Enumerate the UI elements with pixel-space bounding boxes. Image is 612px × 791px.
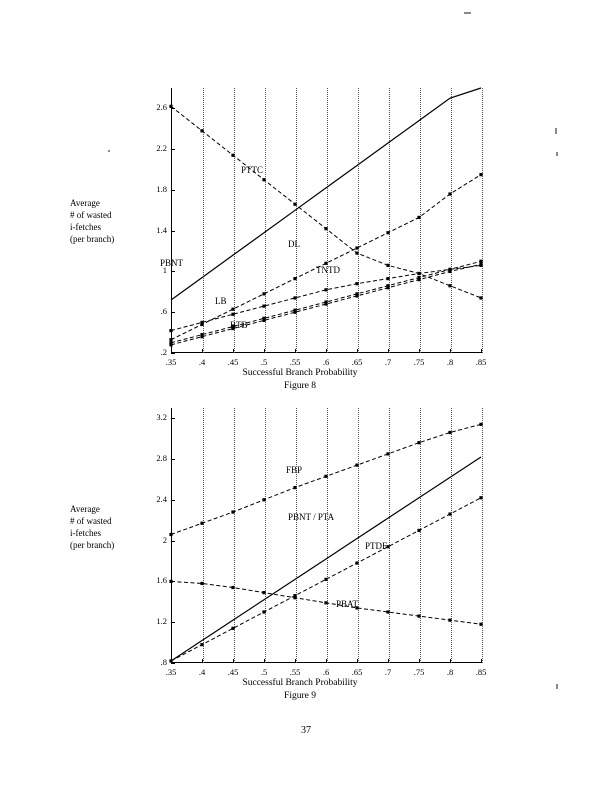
series-marker (262, 319, 265, 322)
x-tick-mark (388, 659, 389, 663)
series-marker (293, 296, 296, 299)
series-marker (448, 431, 451, 434)
y-tick-mark (171, 190, 175, 191)
figure-8-label-pbnt: PBNT (160, 258, 184, 268)
series-marker (293, 486, 296, 489)
series-marker (386, 452, 389, 455)
scan-speck (556, 152, 558, 156)
series-line-dl (171, 175, 481, 340)
series-marker (386, 286, 389, 289)
series-marker (355, 561, 358, 564)
figure-9-series-layer (171, 408, 481, 663)
series-marker (417, 441, 420, 444)
y-tick-mark (171, 500, 175, 501)
series-marker (355, 246, 358, 249)
series-marker (262, 610, 265, 613)
y-label-line-1: Average (70, 198, 100, 208)
series-marker (262, 292, 265, 295)
figure-8-label-dl: DL (288, 239, 300, 249)
figure-9 (60, 400, 540, 720)
y-tick-mark (171, 581, 175, 582)
series-marker (262, 591, 265, 594)
series-marker (169, 343, 172, 346)
figure-8-x-axis-title: Successful Branch Probability (242, 368, 358, 378)
y-tick-label: 3.2 (156, 412, 167, 423)
x-tick-mark (450, 349, 451, 353)
series-marker (448, 512, 451, 515)
x-tick-mark (264, 659, 265, 663)
series-marker (448, 192, 451, 195)
figure-8-label-tntd: TNTD (316, 265, 340, 275)
series-marker (479, 173, 482, 176)
y-label-line-2: # of wasted (70, 516, 112, 526)
x-tick-label: .85 (475, 357, 487, 367)
series-marker (386, 231, 389, 234)
series-marker (169, 533, 172, 536)
x-tick-mark (202, 349, 203, 353)
series-marker (448, 619, 451, 622)
series-marker (262, 178, 265, 181)
y-tick-label: .2 (160, 347, 167, 357)
figure-9-y-axis-label (70, 503, 150, 551)
series-marker (262, 498, 265, 501)
series-marker (355, 252, 358, 255)
series-marker (355, 282, 358, 285)
series-marker (417, 216, 420, 219)
series-marker (324, 302, 327, 305)
y-tick-mark (171, 541, 175, 542)
x-tick-label: .5 (260, 667, 268, 677)
y-tick-label: 2.8 (156, 453, 167, 463)
series-marker (324, 475, 327, 478)
x-tick-label: .75 (413, 667, 425, 677)
series-marker (293, 203, 296, 206)
figure-8-label-lb: LB (215, 296, 227, 306)
series-marker (448, 284, 451, 287)
series-marker (324, 601, 327, 604)
scan-speck (464, 12, 471, 14)
x-tick-label: .8 (446, 357, 454, 367)
x-tick-label: .6 (322, 357, 330, 367)
x-tick-label: .65 (351, 667, 363, 677)
series-marker (417, 272, 420, 275)
x-tick-label: .6 (322, 667, 330, 677)
series-marker (448, 270, 451, 273)
series-marker (386, 277, 389, 280)
x-tick-mark (481, 659, 482, 663)
x-tick-mark (295, 659, 296, 663)
y-tick-mark (171, 459, 175, 460)
y-tick-mark (171, 663, 175, 664)
x-tick-label: .7 (384, 357, 392, 367)
series-marker (200, 321, 203, 324)
y-tick-mark (171, 353, 175, 354)
y-tick-label: .6 (160, 306, 167, 317)
series-marker (417, 614, 420, 617)
series-marker (231, 510, 234, 513)
series-marker (324, 227, 327, 230)
scan-speck (555, 128, 557, 134)
series-marker (231, 627, 234, 630)
series-marker (200, 129, 203, 132)
y-tick-label: 2.2 (156, 143, 167, 154)
y-tick-label: .8 (160, 657, 167, 667)
figure-8-label-btb: BTB (230, 320, 248, 330)
series-marker (324, 288, 327, 291)
figure-8-y-axis-label (70, 197, 150, 245)
figure-8 (60, 80, 540, 400)
x-tick-mark (357, 349, 358, 353)
x-tick-mark (419, 659, 420, 663)
page-number: 37 (301, 725, 311, 736)
series-marker (231, 308, 234, 311)
figure-9-label-pbat: PBAT (336, 599, 359, 609)
series-marker (200, 582, 203, 585)
y-label-line-3: i-fetches (70, 222, 101, 232)
figure-9-caption: Figure 9 (284, 691, 316, 701)
series-marker (479, 423, 482, 426)
scan-speck (556, 684, 558, 689)
figure-9-label-pbnt-pta: PBNT / PTA (288, 512, 335, 522)
figure-8-series-layer (171, 88, 481, 353)
y-tick-label: 1 (162, 265, 167, 276)
series-marker (324, 578, 327, 581)
x-tick-mark (264, 349, 265, 353)
x-tick-mark (295, 349, 296, 353)
series-marker (293, 311, 296, 314)
x-tick-mark (233, 349, 234, 353)
series-marker (231, 586, 234, 589)
series-marker (479, 260, 482, 263)
series-marker (169, 329, 172, 332)
y-tick-mark (171, 149, 175, 150)
series-line-pbnt-pta (171, 457, 481, 661)
x-tick-label: .35 (165, 357, 177, 367)
x-tick-label: .7 (384, 667, 392, 677)
x-tick-mark (326, 349, 327, 353)
y-tick-label: 2.4 (156, 493, 167, 504)
figure-8-plot-area (156, 88, 487, 367)
x-tick-label: .85 (475, 667, 487, 677)
series-marker (386, 610, 389, 613)
y-tick-label: 2 (162, 534, 167, 545)
series-marker (231, 154, 234, 157)
x-tick-label: .55 (289, 667, 301, 677)
series-marker (479, 496, 482, 499)
series-marker (386, 264, 389, 267)
x-tick-mark (326, 659, 327, 663)
series-marker (262, 305, 265, 308)
figure-8-caption: Figure 8 (284, 381, 316, 391)
y-label-line-4: (per branch) (70, 540, 115, 550)
y-tick-label: 2.6 (156, 102, 167, 113)
x-tick-mark (419, 349, 420, 353)
figure-8-label-pttc: PTTC (241, 165, 264, 175)
series-marker (355, 294, 358, 297)
y-tick-label: 1.8 (156, 183, 167, 194)
figure-9-plot-area (156, 408, 487, 677)
x-tick-mark (481, 349, 482, 353)
y-tick-label: 1.2 (156, 616, 167, 627)
x-tick-label: .5 (260, 357, 268, 367)
series-marker (169, 338, 172, 341)
series-marker (200, 335, 203, 338)
series-marker (293, 277, 296, 280)
x-tick-label: .4 (198, 667, 206, 677)
series-marker (293, 596, 296, 599)
figure-9-label-fbp: FBP (286, 465, 303, 475)
y-label-line-2: # of wasted (70, 210, 112, 220)
figure-9-x-axis-title: Successful Branch Probability (242, 678, 358, 688)
y-tick-label: 1.6 (156, 575, 167, 586)
x-tick-mark (202, 659, 203, 663)
y-label-line-4: (per branch) (70, 234, 115, 244)
y-tick-mark (171, 622, 175, 623)
x-tick-mark (388, 349, 389, 353)
series-marker (417, 278, 420, 281)
x-tick-label: .45 (227, 357, 239, 367)
series-marker (417, 529, 420, 532)
x-tick-mark (450, 659, 451, 663)
y-tick-mark (171, 108, 175, 109)
series-marker (479, 296, 482, 299)
series-marker (200, 643, 203, 646)
x-tick-mark (233, 659, 234, 663)
y-tick-mark (171, 231, 175, 232)
x-tick-label: .45 (227, 667, 239, 677)
y-tick-mark (171, 271, 175, 272)
series-marker (479, 263, 482, 266)
y-label-line-3: i-fetches (70, 528, 101, 538)
y-label-line-1: Average (70, 504, 100, 514)
x-tick-label: .4 (198, 357, 206, 367)
x-tick-label: .75 (413, 357, 425, 367)
figure-9-label-ptdf: PTDF (365, 541, 388, 551)
series-marker (200, 522, 203, 525)
x-tick-label: .35 (165, 667, 177, 677)
grid-line-vertical (482, 88, 483, 353)
y-tick-mark (171, 312, 175, 313)
x-tick-label: .55 (289, 357, 301, 367)
x-tick-label: .65 (351, 357, 363, 367)
x-tick-mark (357, 659, 358, 663)
series-marker (231, 313, 234, 316)
x-tick-label: .8 (446, 667, 454, 677)
y-tick-label: 1.4 (156, 224, 167, 235)
y-tick-mark (171, 418, 175, 419)
series-marker (355, 464, 358, 467)
series-marker (479, 623, 482, 626)
